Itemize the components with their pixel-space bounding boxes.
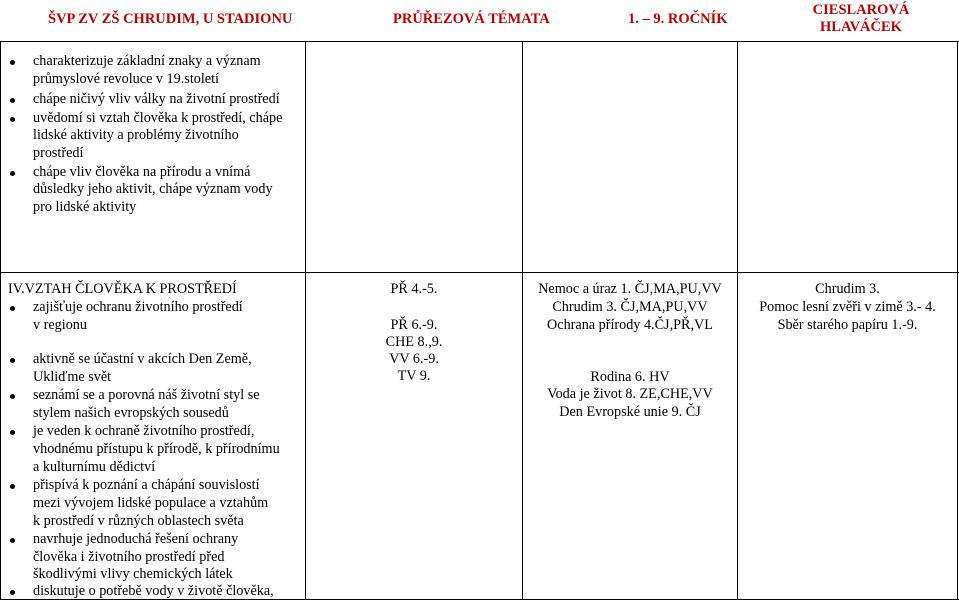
bullet-icon xyxy=(10,430,15,435)
col-divider-right xyxy=(957,41,958,600)
list-item: člověka i životního prostředí před xyxy=(33,549,225,565)
list-item: Ukliďme svět xyxy=(33,369,112,385)
list-item: uvědomí si vztah člověka k prostředí, chápe xyxy=(33,110,283,126)
bullet-icon xyxy=(10,394,15,399)
list-item: navrhuje jednoduchá řešení ochrany xyxy=(33,531,239,547)
section2-activities xyxy=(738,0,957,602)
list-item: prostředí xyxy=(33,145,84,161)
header-author-1: CIESLAROVÁ xyxy=(812,2,910,18)
list-item: v regionu xyxy=(33,317,87,333)
bullet-icon xyxy=(10,590,15,595)
bullet-icon xyxy=(10,484,15,489)
header-author-2: HLAVÁČEK xyxy=(820,19,902,35)
section2-projects xyxy=(523,0,737,602)
activity-item: Sběr starého papíru 1.-9. xyxy=(777,317,918,333)
list-item: chápe vliv člověka na přírodu a vnímá xyxy=(33,164,251,180)
activity-item: Chrudim 3. xyxy=(815,281,880,297)
list-item: pro lidské aktivity xyxy=(33,199,137,215)
list-item: je veden k ochraně životního prostředí, xyxy=(33,423,255,439)
list-item: zajišťuje ochranu životního prostředí xyxy=(33,299,243,315)
bullet-icon xyxy=(10,358,15,363)
project-item: Nemoc a úraz 1. ČJ,MA,PU,VV xyxy=(538,281,722,297)
list-item: lidské aktivity a problémy životního xyxy=(33,127,239,143)
list-item: přispívá k poznání a chápání souvislostí xyxy=(33,477,260,493)
list-item: stylem našich evropských sousedů xyxy=(33,405,229,421)
project-item: Ochrana přírody 4.ČJ,PŘ,VL xyxy=(547,317,713,333)
list-item: vhodnému přístupu k přírodě, k přírodnímu xyxy=(33,441,280,457)
subject-item: PŘ 4.-5. xyxy=(390,281,438,297)
list-item: a kulturnímu dědictví xyxy=(33,459,156,475)
list-item: charakterizuje základní znaky a význam xyxy=(33,53,261,69)
list-item: chápe ničivý vliv války na životní prostředí xyxy=(33,91,280,107)
subject-item: CHE 8.,9. xyxy=(385,334,443,350)
list-item: škodlivými vlivy chemických látek xyxy=(33,566,233,582)
bullet-icon xyxy=(10,538,15,543)
project-item: Rodina 6. HV xyxy=(590,369,670,385)
header-school: ŠVP ZV ZŠ CHRUDIM, U STADIONU xyxy=(48,11,293,27)
activity-item: Pomoc lesní zvěři v zimě 3.- 4. xyxy=(759,299,936,315)
subject-item: TV 9. xyxy=(397,368,431,384)
list-item: aktivně se účastní v akcích Den Země, xyxy=(33,351,252,367)
section-title: IV.VZTAH ČLOVĚKA K PROSTŘEDÍ xyxy=(8,281,237,297)
subject-item: VV 6.-9. xyxy=(389,351,439,367)
list-item: k prostředí v různých oblastech světa xyxy=(33,513,244,529)
subject-item: PŘ 6.-9. xyxy=(390,317,438,333)
bullet-icon xyxy=(10,306,15,311)
section2-subjects xyxy=(306,0,522,602)
section2-outputs xyxy=(0,0,305,602)
project-item: Den Evropské unie 9. ČJ xyxy=(559,404,701,420)
list-item: průmyslové revoluce v 19.století xyxy=(33,71,219,87)
list-item: diskutuje o potřebě vody v životě člověka, xyxy=(33,583,274,599)
header-subject: PRŮŘEZOVÁ TÉMATA xyxy=(393,11,550,27)
list-item: seznámí se a porovná náš životní styl se xyxy=(33,387,260,403)
header-grades: 1. – 9. ROČNÍK xyxy=(628,11,728,27)
project-item: Chrudim 3. ČJ,MA,PU,VV xyxy=(552,299,708,315)
project-item: Voda je život 8. ZE,CHE,VV xyxy=(547,386,713,402)
list-item: mezi vývojem lidské populace a vztahům xyxy=(33,495,269,511)
list-item: důsledky jeho aktivit, chápe význam vody xyxy=(33,181,273,197)
